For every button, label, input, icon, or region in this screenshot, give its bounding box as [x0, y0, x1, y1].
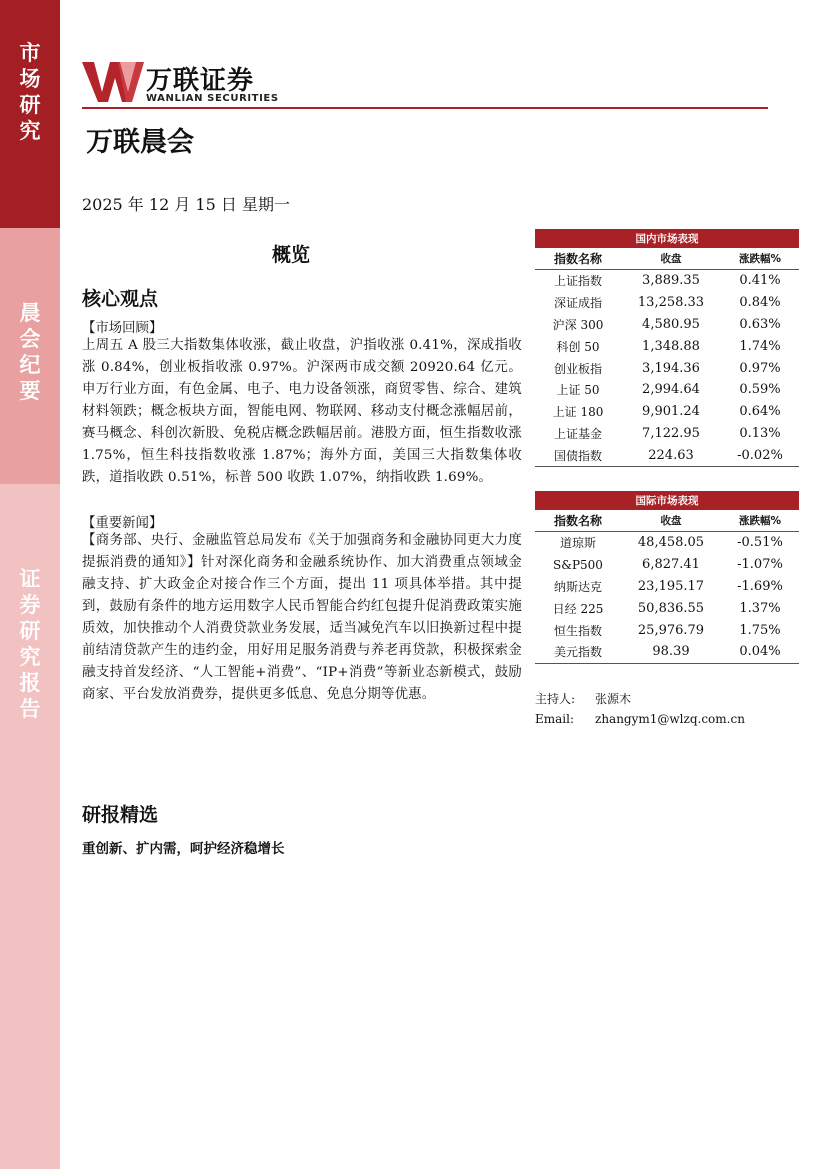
sidebar-char: 会 — [19, 326, 41, 351]
close-value-cell: 224.63 — [621, 444, 721, 466]
close-value-cell: 3,194.36 — [642, 360, 700, 376]
sidebar-char: 市 — [19, 40, 41, 65]
domestic-table-caption: 国内市场表现 — [535, 229, 799, 248]
sidebar-char: 研 — [19, 618, 41, 643]
close-value-cell: 2,994.64 — [642, 382, 700, 398]
table-row — [535, 401, 799, 423]
close-value-cell: 98.39 — [621, 641, 721, 663]
index-name-cell: 日经 225 — [552, 601, 604, 616]
change-cell: 0.84% — [739, 295, 781, 311]
sidebar — [0, 0, 60, 1169]
index-name-cell: 道琼斯 — [559, 536, 596, 551]
close-value-cell: 50,836.55 — [637, 600, 705, 616]
close-value-cell: 23,195.17 — [637, 578, 705, 594]
change-cell: 1.75% — [739, 622, 781, 638]
index-name-cell: 上证基金 — [553, 426, 602, 441]
international-table-caption: 国际市场表现 — [535, 491, 799, 510]
column-header-close: 收盘 — [621, 510, 721, 532]
index-name-cell: 上证 50 — [556, 383, 600, 398]
index-name-cell: 恒生指数 — [553, 623, 602, 638]
close-value-cell: 4,580.95 — [642, 316, 700, 332]
sidebar-char: 要 — [19, 378, 41, 403]
close-value-cell: 13,258.33 — [637, 295, 705, 311]
index-name-cell: 纳斯达克 — [553, 579, 602, 594]
market-review-text: 上周五 A 股三大指数集体收涨，截止收盘，沪指收涨 0.41%，深成指收涨 0.84%，创业板指收涨 0.97%。沪深两市成交额 20920.64 亿元。申万行业方面，有色金属、电子、电力设备领涨，商贸零售、综合、建筑材料领跌；概念板块方面，智能电网、物联网、移动支付概念涨幅居前，赛马概念、科创次新股、免税店概念跌幅居前。港股方面，恒生指数收涨 1.75%，恒生科技指数收涨 1.87%；海外方面，美国三大指数集体收跌，道指收跌 0.51%，标普 500 收跌 1.07%，纳指收跌 1.69%。 — [82, 338, 522, 485]
research-picks-subtitle[interactable]: 重创新、扩内需，呵护经济稳增长 — [82, 841, 285, 857]
column-header-index-name: 指数名称 — [535, 510, 621, 532]
close-value-cell: 9,901.24 — [642, 404, 700, 420]
change-cell: -1.07% — [737, 557, 783, 573]
close-value-cell: 48,458.05 — [637, 535, 705, 551]
overview-title: 概览 — [272, 244, 311, 266]
column-header-change: 涨跌幅% — [721, 248, 799, 270]
table-row — [535, 554, 799, 576]
index-name-cell: S&P500 — [553, 557, 603, 572]
domestic-market-table — [535, 229, 799, 467]
key-news-text: 【商务部、央行、金融监管总局发布《关于加强商务和金融协同更大力度提振消费的通知》】针对深化商务和金融系统协作、加大消费重点领域金融支持、扩大政金企对接合作三个方面，提出 11 项具体举措。其中提到，鼓励有条件的地方运用数字人民币智能合约红包提升促消费政策实施质效，加快推动个人消费贷款业务发展，适当减免汽车以旧换新过程中提前结清贷款产生的违约金，用好用足服务消费与养老再贷款，积极探索金融支持首发经济、“人工智能+消费”、“IP+消费”等新业态新模式，鼓励商家、平台发放消费券，提供更多低息、免息分期等优惠。 — [82, 533, 522, 702]
change-cell: 1.74% — [739, 338, 781, 354]
research-picks-heading: 研报精选 — [82, 804, 159, 826]
brand-name: 万联证券 — [146, 66, 255, 96]
table-row — [535, 357, 799, 379]
publication-date: 2025 年 12 月 15 日 星期一 — [82, 195, 290, 214]
host-line — [535, 690, 631, 707]
close-value-cell: 6,827.41 — [642, 557, 700, 573]
change-cell: -0.02% — [721, 444, 799, 466]
index-name-cell: 深证成指 — [553, 296, 602, 311]
brand-english-name: WANLIAN SECURITIES — [146, 93, 279, 104]
change-cell: -1.69% — [737, 578, 783, 594]
index-name-cell: 科创 50 — [556, 339, 600, 354]
sidebar-char: 究 — [19, 118, 41, 143]
change-cell: -0.51% — [737, 535, 783, 551]
international-market-table — [535, 491, 799, 664]
close-value-cell: 3,889.35 — [642, 273, 700, 289]
sidebar-char: 研 — [19, 92, 41, 117]
change-cell: 0.04% — [721, 641, 799, 663]
index-name-cell: 国债指数 — [535, 444, 621, 466]
email-label: Email: — [535, 712, 575, 726]
host-name: 张源木 — [595, 692, 632, 706]
sidebar-char: 报 — [19, 670, 41, 695]
index-name-cell: 美元指数 — [535, 641, 621, 663]
table-row — [535, 335, 799, 357]
index-name-cell: 创业板指 — [553, 361, 602, 376]
column-header-close: 收盘 — [621, 248, 721, 270]
column-header-change: 涨跌幅% — [721, 510, 799, 532]
sidebar-section-market-research — [0, 0, 60, 228]
table-row — [535, 379, 799, 401]
table-row — [535, 444, 799, 466]
sidebar-section-research-report — [0, 484, 60, 1169]
index-name-cell: 上证指数 — [553, 274, 602, 289]
table-row — [535, 270, 799, 292]
header-divider — [82, 107, 768, 109]
table-row — [535, 532, 799, 554]
publication-title: 万联晨会 — [86, 127, 194, 158]
index-name-cell: 沪深 300 — [552, 317, 604, 332]
sidebar-char: 券 — [19, 592, 41, 617]
sidebar-section-morning-brief — [0, 228, 60, 484]
core-views-heading: 核心观点 — [82, 288, 159, 310]
host-label: 主持人: — [535, 692, 576, 706]
close-value-cell: 1,348.88 — [642, 338, 700, 354]
host-email[interactable]: zhangym1@wlzq.com.cn — [595, 712, 745, 726]
table-row — [535, 423, 799, 445]
table-row — [535, 314, 799, 336]
table-row — [535, 597, 799, 619]
table-row — [535, 619, 799, 641]
sidebar-char: 证 — [19, 566, 41, 591]
table-row — [535, 576, 799, 598]
sidebar-char: 纪 — [19, 352, 41, 377]
table-row — [535, 641, 799, 663]
change-cell: 0.97% — [739, 360, 781, 376]
email-line — [535, 712, 745, 726]
close-value-cell: 7,122.95 — [642, 425, 700, 441]
key-news-tag: 【重要新闻】 — [82, 516, 163, 531]
change-cell: 0.13% — [739, 425, 781, 441]
change-cell: 0.64% — [739, 404, 781, 420]
sidebar-char: 晨 — [19, 300, 41, 325]
table-row — [535, 292, 799, 314]
column-header-index-name: 指数名称 — [535, 248, 621, 270]
sidebar-char: 场 — [19, 66, 41, 91]
sidebar-char: 究 — [19, 644, 41, 669]
index-name-cell: 上证 180 — [552, 405, 604, 420]
change-cell: 1.37% — [739, 600, 781, 616]
sidebar-char: 告 — [19, 696, 41, 721]
change-cell: 0.63% — [739, 316, 781, 332]
change-cell: 0.41% — [739, 273, 781, 289]
close-value-cell: 25,976.79 — [637, 622, 705, 638]
market-review-tag: 【市场回顾】 — [82, 321, 163, 336]
change-cell: 0.59% — [739, 382, 781, 398]
